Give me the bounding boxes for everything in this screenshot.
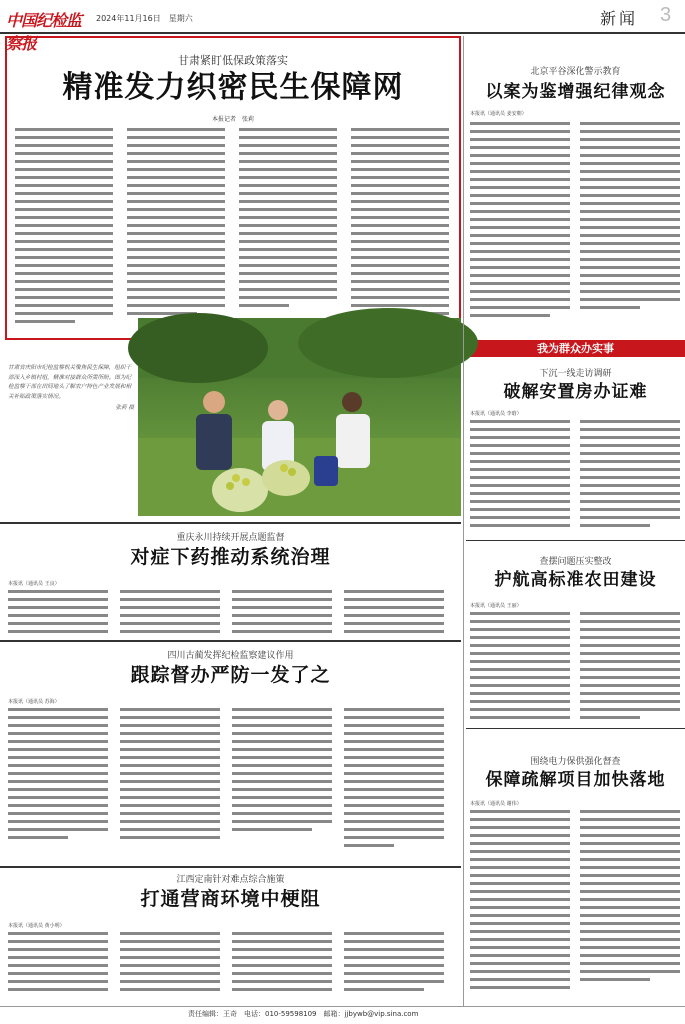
chaxian-body-text-lines [470,612,682,724]
chaxian-headline[interactable]: 护航高标准农田建设 [494,570,657,590]
lead-body-text-lines [15,126,455,334]
xiachuan-headline[interactable]: 破解安置房办证难 [503,382,648,402]
section-banner [466,340,685,357]
xiachuan-kicker: 下沉一线走访调研 [539,369,612,379]
beijing-article[interactable] [466,36,685,336]
jiangxi-kicker: 江西定南针对难点综合施策 [176,875,285,885]
news-photo-image [138,318,461,516]
page-number: 3 [660,4,672,26]
beijing-headline[interactable]: 以案为鉴增强纪律观念 [485,82,666,102]
jiangxi-byline: 本报讯（通讯员 黄小明） [8,923,65,929]
section-banner-label: 我为群众办实事 [537,342,614,355]
issue-date: 2024年11月16日 星期六 [96,14,193,23]
chongqing-headline[interactable]: 对症下药推动系统治理 [130,546,331,568]
xiachuan-byline: 本报讯（通讯员 李晗） [470,411,522,417]
photo-caption [8,364,134,516]
photo-credit: 张莉 摄 [115,405,134,411]
chaxian-article[interactable] [466,542,685,728]
jiangxi-article[interactable] [0,868,461,1004]
lead-byline: 本报记者 张莉 [211,116,254,123]
sichuan-kicker: 四川古蔺发挥纪检监察建议作用 [167,651,294,661]
beijing-kicker: 北京平谷深化警示教育 [530,67,621,77]
photo-caption-text: 甘肃省庆阳市纪检监察机关聚焦民生保障，组织干部深入乡镇村组，精准对接群众所需所盼。图为纪检监察干部在田间地头了解农户特色产业发展和相关补贴政策落实情况。 [8,365,132,400]
masthead-logo: 中国纪检监察报 [6,11,82,53]
chongqing-article[interactable] [0,524,461,640]
masthead-rule [0,32,685,34]
weirao-byline: 本报讯（通讯员 谢伟） [470,801,522,807]
chaxian-byline: 本报讯（通讯员 王丽） [470,603,522,609]
sichuan-byline: 本报讯（通讯员 苏海） [8,699,60,705]
lead-article[interactable] [5,36,461,340]
xiachuan-article[interactable] [466,358,685,540]
beijing-byline: 本报讯（通讯员 姜安朝） [470,111,527,117]
section-title: 新闻 [600,9,639,28]
section-rule-weirao [466,728,685,729]
sichuan-body-text-lines [8,708,456,858]
sichuan-article[interactable] [0,642,461,864]
chaxian-kicker: 查摆问题压实整改 [539,557,612,567]
section-rule-right [466,540,685,541]
jiangxi-headline[interactable]: 打通营商环境中梗阻 [140,888,321,910]
beijing-body-text-lines [470,122,682,332]
weirao-headline[interactable]: 保障疏解项目加快落地 [485,770,666,790]
weirao-article[interactable] [466,730,685,1004]
news-photo[interactable] [138,318,461,516]
column-divider [463,36,464,1006]
sichuan-headline[interactable]: 跟踪督办严防一发了之 [130,664,331,686]
chongqing-byline: 本报讯（通讯员 王良） [8,581,60,587]
lead-headline[interactable]: 精准发力织密民生保障网 [62,70,404,105]
chongqing-kicker: 重庆永川持续开展点题监督 [176,533,285,543]
chongqing-body-text-lines [8,590,456,638]
footer-credits: 责任编辑：王奇 电话：010-59598109 邮箱：jjbywb@vip.sina.com [188,1010,419,1018]
weirao-kicker: 围绕电力保供强化督查 [530,757,621,767]
jiangxi-body-text-lines [8,932,456,1002]
footer-rule [0,1006,685,1007]
lead-kicker: 甘肃紧盯低保政策落实 [178,54,288,67]
xiachuan-body-text-lines [470,420,682,538]
weirao-body-text-lines [470,810,682,1000]
lead-body [15,126,455,334]
